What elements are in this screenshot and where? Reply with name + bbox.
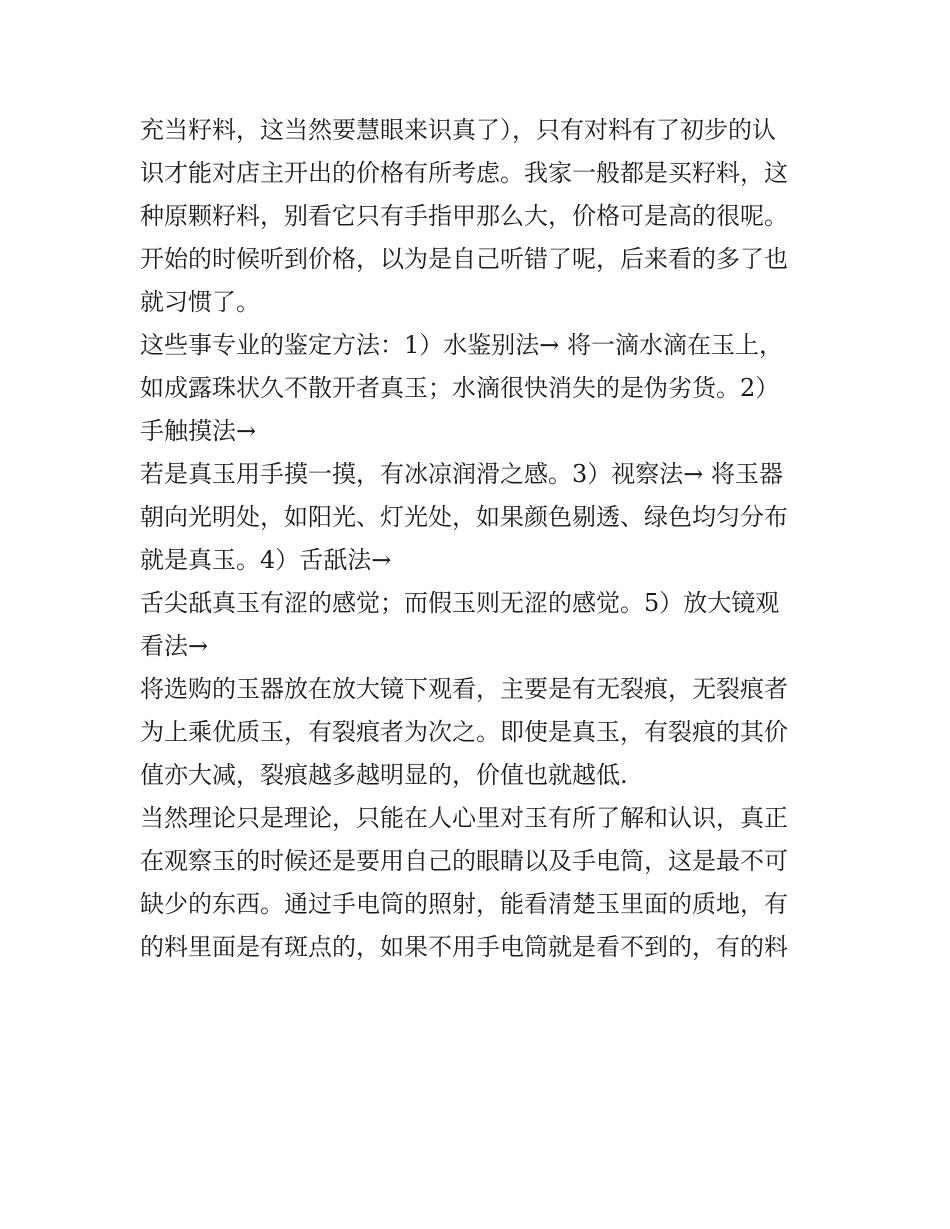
- text-line: 这些事专业的鉴定方法：1）水鉴别法→ 将一滴水滴在玉上，: [140, 331, 784, 359]
- text-line: 舌尖舐真玉有涩的感觉；而假玉则无涩的感觉。5）放大镜观: [140, 589, 780, 617]
- text-line: 识才能对店主开出的价格有所考虑。我家一般都是买籽料，这: [140, 159, 788, 187]
- text-line: 若是真玉用手摸一摸，有冰凉润滑之感。3）视察法→ 将玉器: [140, 460, 784, 488]
- text-line: 为上乘优质玉，有裂痕者为次之。即使是真玉，有裂痕的其价: [140, 718, 788, 746]
- text-line: 值亦大减，裂痕越多越明显的，价值也就越低.: [140, 761, 628, 789]
- text-line: 就习惯了。: [140, 288, 260, 316]
- body-text: [140, 109, 820, 969]
- text-line: 种原颗籽料，别看它只有手指甲那么大，价格可是高的很呢。: [140, 202, 788, 230]
- text-line: 的料里面是有斑点的，如果不用手电筒就是看不到的，有的料: [140, 933, 788, 961]
- text-line: 当然理论只是理论，只能在人心里对玉有所了解和认识，真正: [140, 804, 788, 832]
- text-line: 如成露珠状久不散开者真玉；水滴很快消失的是伪劣货。2）: [140, 374, 780, 402]
- text-line: 朝向光明处，如阳光、灯光处，如果颜色剔透、绿色均匀分布: [140, 503, 788, 531]
- text-line: 充当籽料，这当然要慧眼来识真了），只有对料有了初步的认: [140, 116, 776, 144]
- text-line: 手触摸法→: [140, 417, 257, 445]
- text-line: 缺少的东西。通过手电筒的照射，能看清楚玉里面的质地，有: [140, 890, 788, 918]
- text-line: 开始的时候听到价格，以为是自己听错了呢，后来看的多了也: [140, 245, 788, 273]
- text-line: 在观察玉的时候还是要用自己的眼睛以及手电筒，这是最不可: [140, 847, 788, 875]
- text-line: 就是真玉。4）舌舐法→: [140, 546, 392, 574]
- text-line: 看法→: [140, 632, 209, 660]
- text-line: 将选购的玉器放在放大镜下观看，主要是有无裂痕，无裂痕者: [140, 675, 788, 703]
